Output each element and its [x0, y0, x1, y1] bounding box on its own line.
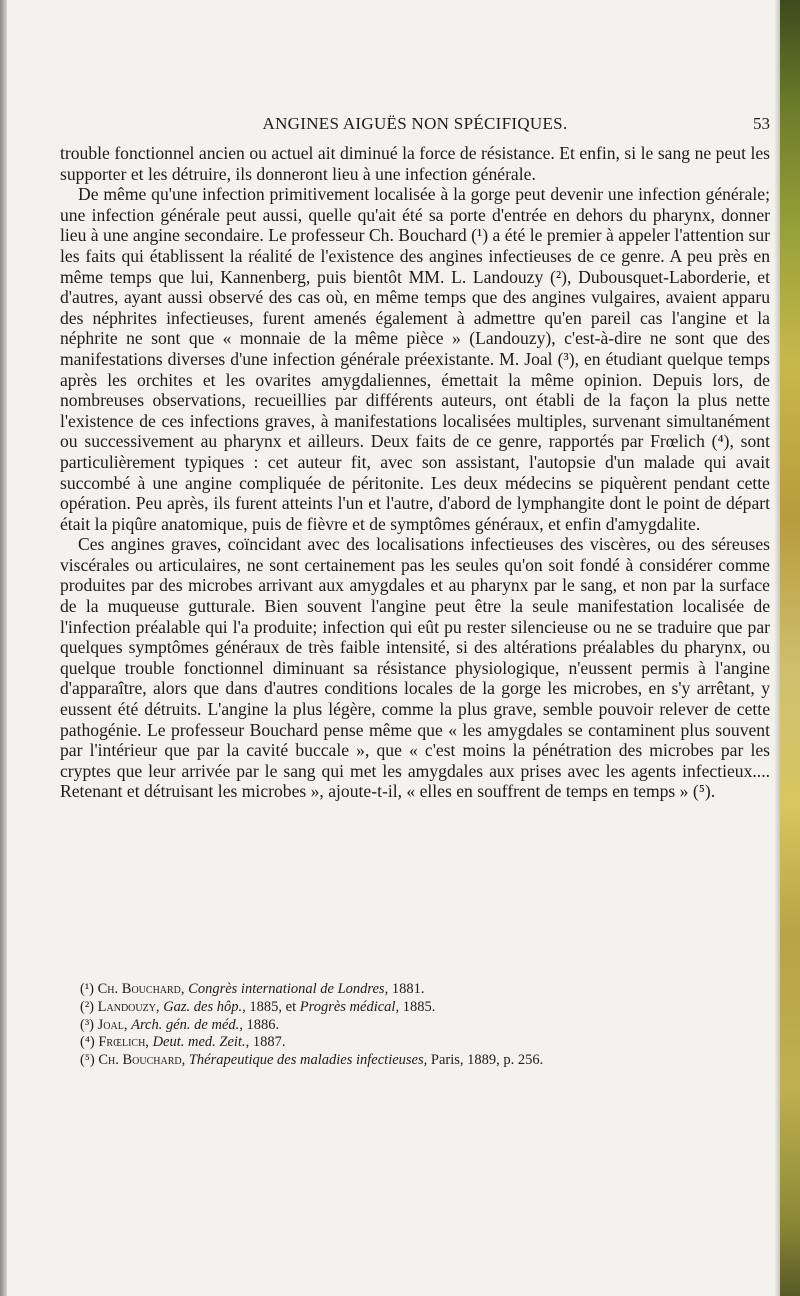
footnote-number: (³)	[80, 1016, 95, 1033]
running-header	[60, 114, 770, 138]
footnote-title: Progrès médical,	[299, 998, 400, 1015]
book-edge	[780, 0, 800, 1296]
paragraph: Ces angines graves, coïncidant avec des localisations infectieuses des viscères, ou des séreuses viscérales ou articulaires, ne sont certainement pas les seules qu'on soit fondé à considérer comme produites par des microbes arrivant aux amygdales et au pharynx par le sang, et non par la surface de la muqueuse gutturale. Bien souvent l'angine peut être la seule manifestation localisée de l'infection préalable qui l'a produite; infection qui eût pu rester silencieuse ou ne se traduire que par quelques symptômes généraux de très faible intensité, si des altérations préalables du pharynx, ou quelque trouble fonctionnel diminuant sa résistance physiologique, n'eussent permis à l'angine d'apparaître, alors que dans d'autres conditions locales de la gorge les microbes, en s'y arrêtant, y eussent été détruits. L'angine la plus légère, comme la plus grave, semble pouvoir relever de cette pathogénie. Le professeur Bouchard pense même que « les amygdales se contaminent plus souvent par l'intérieur que par la cavité buccale », que « c'est moins la pénétration des microbes par les cryptes que leur arrivée par le sang qui met les amygdales aux prises avec les agents infectieux.... Retenant et détruisant les microbes », ajoute-t-il, « elles en souffrent de temps en temps » (⁵).	[60, 534, 770, 802]
footnote-detail: 1881.	[391, 981, 425, 997]
footnote-author: Landouzy,	[97, 998, 160, 1015]
footnote-title: Deut. med. Zeit.,	[152, 1034, 250, 1051]
paragraph: trouble fonctionnel ancien ou actuel ait diminué la force de résistance. Et enfin, si le sang ne peut les supporter et les détruire, ils donneront lieu à une infection générale.	[60, 143, 770, 184]
paragraph: De même qu'une infection primitivement localisée à la gorge peut devenir une infection générale; une infection générale peut aussi, quelle qu'ait été sa porte d'entrée en dehors du pharynx, donner lieu à une angine secondaire. Le professeur Ch. Bouchard (¹) a été le premier à appeler l'attention sur les faits qui établissent la réalité de l'existence des angines infectieuses de ce genre. A peu près en même temps que lui, Kannenberg, puis bientôt MM. L. Landouzy (²), Dubousquet-Laborderie, et d'autres, ayant aussi observé des cas où, en même temps que des angines vulgaires, avaient apparu des néphrites infectieuses, furent amenés également à admettre qu'en pareil cas l'angine et la néphrite ne sont que « monnaie de la même pièce » (Landouzy), c'est-à-dire ne sont que des manifestations diverses d'une infection générale préexistante. M. Joal (³), en étudiant quelque temps après les orchites et les ovarites amygdaliennes, émettait la même opinion. Depuis lors, de nombreuses observations, recueillies par différents auteurs, ont établi de la façon la plus nette l'existence de ces infections graves, à manifestations localisées multiples, survenant simultanément ou successivement au pharynx et ailleurs. Deux faits de ce genre, rapportés par Frœlich (⁴), sont particulièrement typiques : cet auteur fit, avec son assistant, l'autopsie d'un malade qui avait succombé à une angine compliquée de péritonite. Les deux médecins se piquèrent pendant cette opération. Peu après, ils furent atteints l'un et l'autre, d'abord de lymphangite dont le point de départ était la piqûre anatomique, puis de fièvre et de symptômes généraux, et enfin d'amygdalite.	[60, 184, 770, 534]
footnote-detail: 1886.	[246, 1016, 280, 1033]
running-title: ANGINES AIGUËS NON SPÉCIFIQUES.	[262, 114, 568, 133]
footnote-title: Thérapeutique des maladies infectieuses,	[188, 1052, 428, 1069]
footnote-number: (²)	[80, 998, 95, 1015]
footnote-number: (¹)	[80, 981, 95, 997]
footnote	[80, 1052, 770, 1070]
footnotes	[80, 981, 770, 1070]
footnote-author: Joal,	[97, 1016, 128, 1033]
footnote	[80, 1034, 770, 1052]
footnote-author: Ch. Bouchard,	[98, 1052, 186, 1069]
footnote-detail: Paris, 1889, p. 256.	[430, 1052, 544, 1069]
footnote-author: Frœlich,	[98, 1034, 149, 1051]
footnote	[80, 1017, 770, 1035]
footnote-detail: 1885.	[402, 998, 436, 1015]
footnote-number: (⁴)	[80, 1034, 95, 1051]
footnote-detail: 1887.	[252, 1034, 286, 1051]
footnote-title: Arch. gén. de méd.,	[131, 1016, 243, 1033]
footnote-title: Gaz. des hôp.,	[163, 998, 246, 1015]
footnote-title: Congrès international de Londres,	[188, 981, 389, 997]
footnote-detail: 1885, et	[249, 998, 297, 1015]
page-gutter-shadow	[0, 0, 7, 1296]
footnote-author: Ch. Bouchard,	[97, 981, 185, 997]
footnote	[80, 981, 770, 999]
page-number: 53	[753, 114, 770, 133]
footnote	[80, 999, 770, 1017]
body-text	[60, 143, 770, 802]
footnote-number: (⁵)	[80, 1052, 95, 1069]
